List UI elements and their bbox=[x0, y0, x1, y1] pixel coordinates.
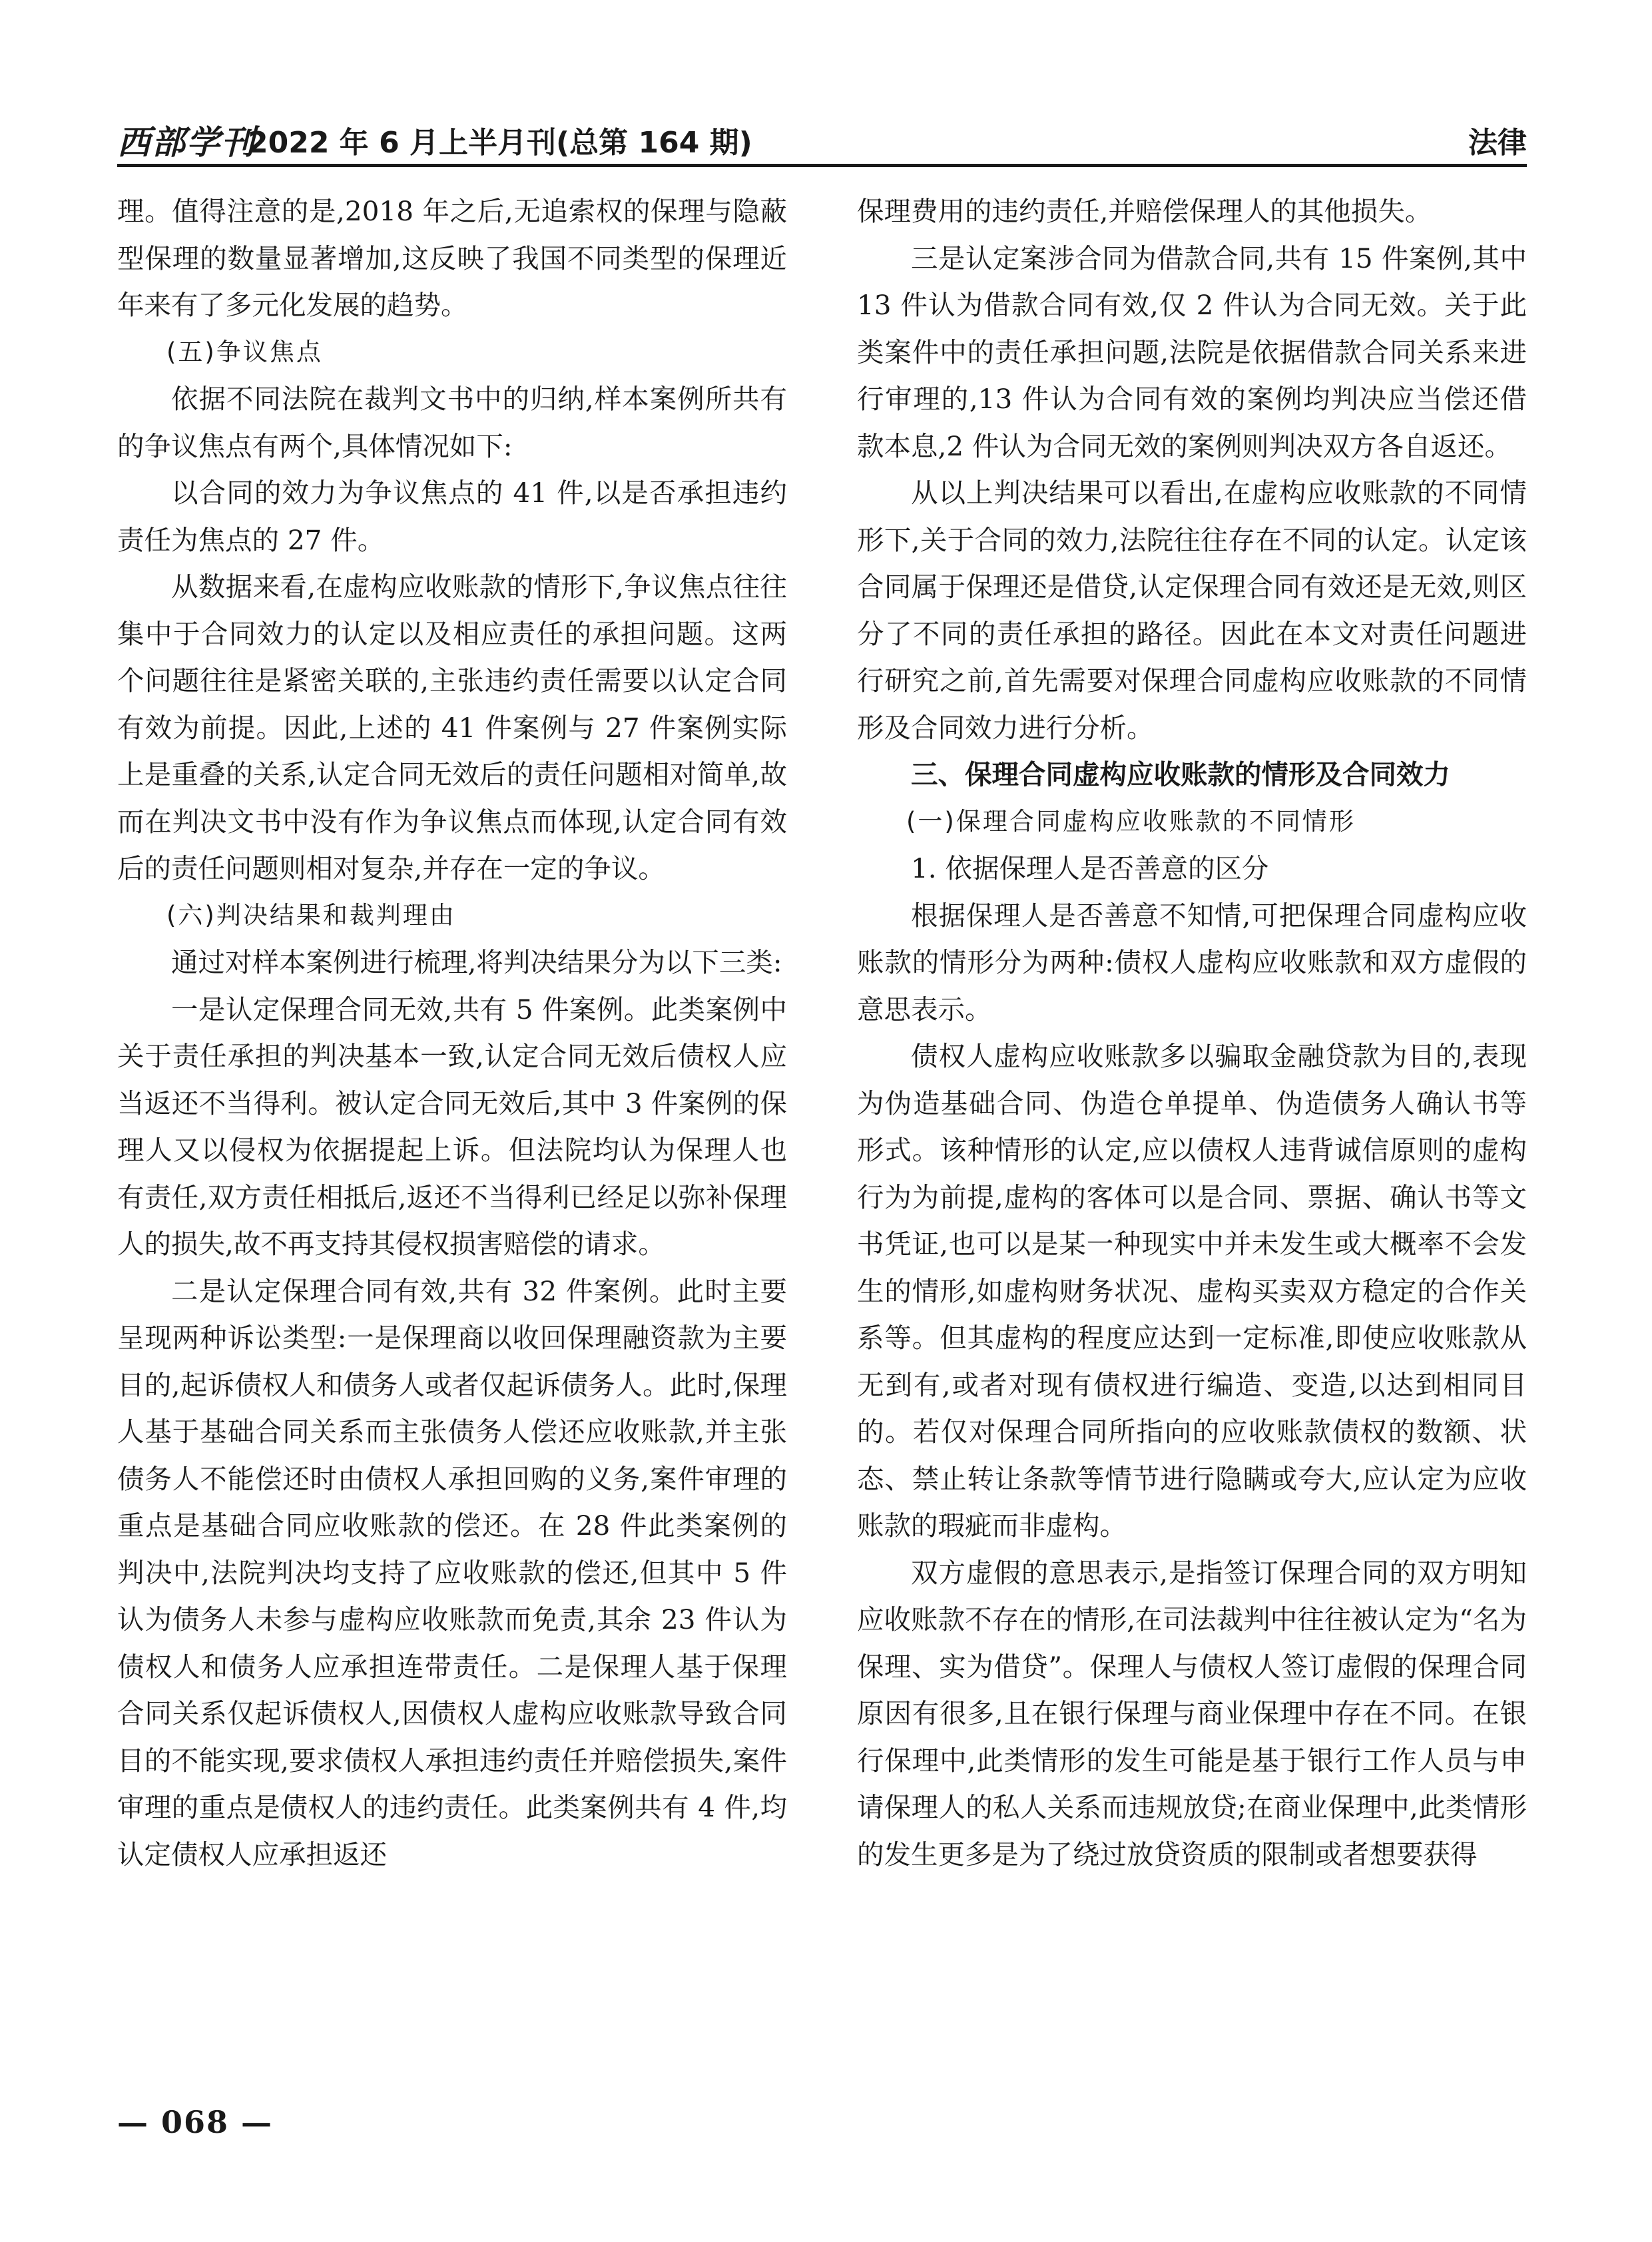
subsection-heading: (五)争议焦点 bbox=[166, 337, 323, 366]
body-paragraph: 通过对样本案例进行梳理,将判决结果分为以下三类: bbox=[171, 946, 782, 978]
body-paragraph: 保理费用的违约责任,并赔偿保理人的其他损失。 bbox=[857, 195, 1432, 227]
left-column bbox=[117, 188, 787, 1878]
body-paragraph: 1. 依据保理人是否善意的区分 bbox=[911, 852, 1269, 884]
page-header bbox=[117, 112, 1527, 166]
body-paragraph: 一是认定保理合同无效,共有 5 件案例。此类案例中关于责任承担的判决基本一致,认定合同无效后债权人应当返还不当得利。被认定合同无效后,其中 3 件案例的保理人又以侵权为依据提起上诉。但法院均认为保理人也有责任,双方责任相抵后,返还不当得利已经足以弥补保理人的损失,故不再支持其侵权损害赔偿的请求。 bbox=[117, 993, 787, 1260]
body-paragraph: 从数据来看,在虚构应收账款的情形下,争议焦点往往集中于合同效力的认定以及相应责任的承担问题。这两个问题往往是紧密关联的,主张违约责任需要以认定合同有效为前提。因此,上述的 41 件案例与 27 件案例实际上是重叠的关系,认定合同无效后的责任问题相对简单,故而在判决文书中没有作为争议焦点而体现,认定合同有效后的责任问题则相对复杂,并存在一定的争议。 bbox=[117, 571, 787, 884]
body-paragraph: 以合同的效力为争议焦点的 41 件,以是否承担违约责任为焦点的 27 件。 bbox=[117, 477, 787, 556]
body-paragraph: 债权人虚构应收账款多以骗取金融贷款为目的,表现为伪造基础合同、伪造仓单提单、伪造债务人确认书等形式。该种情形的认定,应以债权人违背诚信原则的虚构行为为前提,虚构的客体可以是合同、票据、确认书等文书凭证,也可以是某一种现实中并未发生或大概率不会发生的情形,如虚构财务状况、虚构买卖双方稳定的合作关系等。但其虚构的程度应达到一定标准,即使应收账款从无到有,或者对现有债权进行编造、变造,以达到相同目的。若仅对保理合同所指向的应收账款债权的数额、状态、禁止转让条款等情节进行隐瞒或夸大,应认定为应收账款的瑕疵而非虚构。 bbox=[857, 1040, 1527, 1541]
header-rule bbox=[117, 164, 1527, 167]
body-paragraph: 三是认定案涉合同为借款合同,共有 15 件案例,其中 13 件认为借款合同有效,仅 2 件认为合同无效。关于此类案件中的责任承担问题,法院是依据借款合同关系来进行审理的,13 件认为合同有效的案例均判决应当偿还借款本息,2 件认为合同无效的案例则判决双方各自返还。 bbox=[857, 242, 1527, 462]
body-paragraph: 理。值得注意的是,2018 年之后,无追索权的保理与隐蔽型保理的数量显著增加,这反映了我国不同类型的保理近年来有了多元化发展的趋势。 bbox=[117, 195, 787, 321]
section-label: 法律 bbox=[1468, 126, 1527, 160]
journal-logo: 西部学刊 bbox=[117, 123, 256, 162]
section-heading: 三、保理合同虚构应收账款的情形及合同效力 bbox=[911, 758, 1450, 790]
body-paragraph: 双方虚假的意思表示,是指签订保理合同的双方明知应收账款不存在的情形,在司法裁判中往往被认定为“名为保理、实为借贷”。保理人与债权人签订虚假的保理合同原因有很多,且在银行保理与商业保理中存在不同。在银行保理中,此类情形的发生可能是基于银行工作人员与申请保理人的私人关系而违规放贷;在商业保理中,此类情形的发生更多是为了绕过放贷资质的限制或者想要获得 bbox=[857, 1556, 1527, 1870]
body-paragraph: 根据保理人是否善意不知情,可把保理合同虚构应收账款的情形分为两种:债权人虚构应收账款和双方虚假的意思表示。 bbox=[857, 899, 1527, 1025]
right-column bbox=[857, 188, 1527, 1878]
issue-info: 2022 年 6 月上半月刊(总第 164 期) bbox=[248, 126, 752, 160]
page-number: — 068 — bbox=[117, 2104, 274, 2140]
body-paragraph: 二是认定保理合同有效,共有 32 件案例。此时主要呈现两种诉讼类型:一是保理商以收回保理融资款为主要目的,起诉债权人和债务人或者仅起诉债务人。此时,保理人基于基础合同关系而主张债务人偿还应收账款,并主张债务人不能偿还时由债权人承担回购的义务,案件审理的重点是基础合同应收账款的偿还。在 28 件此类案例的判决中,法院判决均支持了应收账款的偿还,但其中 5 件认为债务人未参与虚构应收账款而免责,其余 23 件认为债权人和债务人应承担连带责任。二是保理人基于保理合同关系仅起诉债权人,因债权人虚构应收账款导致合同目的不能实现,要求债权人承担违约责任并赔偿损失,案件审理的重点是债权人的违约责任。此类案例共有 4 件,均认定债权人应承担返还 bbox=[117, 1274, 787, 1870]
subsection-heading: (一)保理合同虚构应收账款的不同情形 bbox=[906, 806, 1356, 836]
body-paragraph: 从以上判决结果可以看出,在虚构应收账款的不同情形下,关于合同的效力,法院往往存在不同的认定。认定该合同属于保理还是借贷,认定保理合同有效还是无效,则区分了不同的责任承担的路径。因此在本文对责任问题进行研究之前,首先需要对保理合同虚构应收账款的不同情形及合同效力进行分析。 bbox=[857, 477, 1527, 744]
body-paragraph: 依据不同法院在裁判文书中的归纳,样本案例所共有的争议焦点有两个,具体情况如下: bbox=[117, 383, 787, 462]
subsection-heading: (六)判决结果和裁判理由 bbox=[166, 900, 456, 930]
